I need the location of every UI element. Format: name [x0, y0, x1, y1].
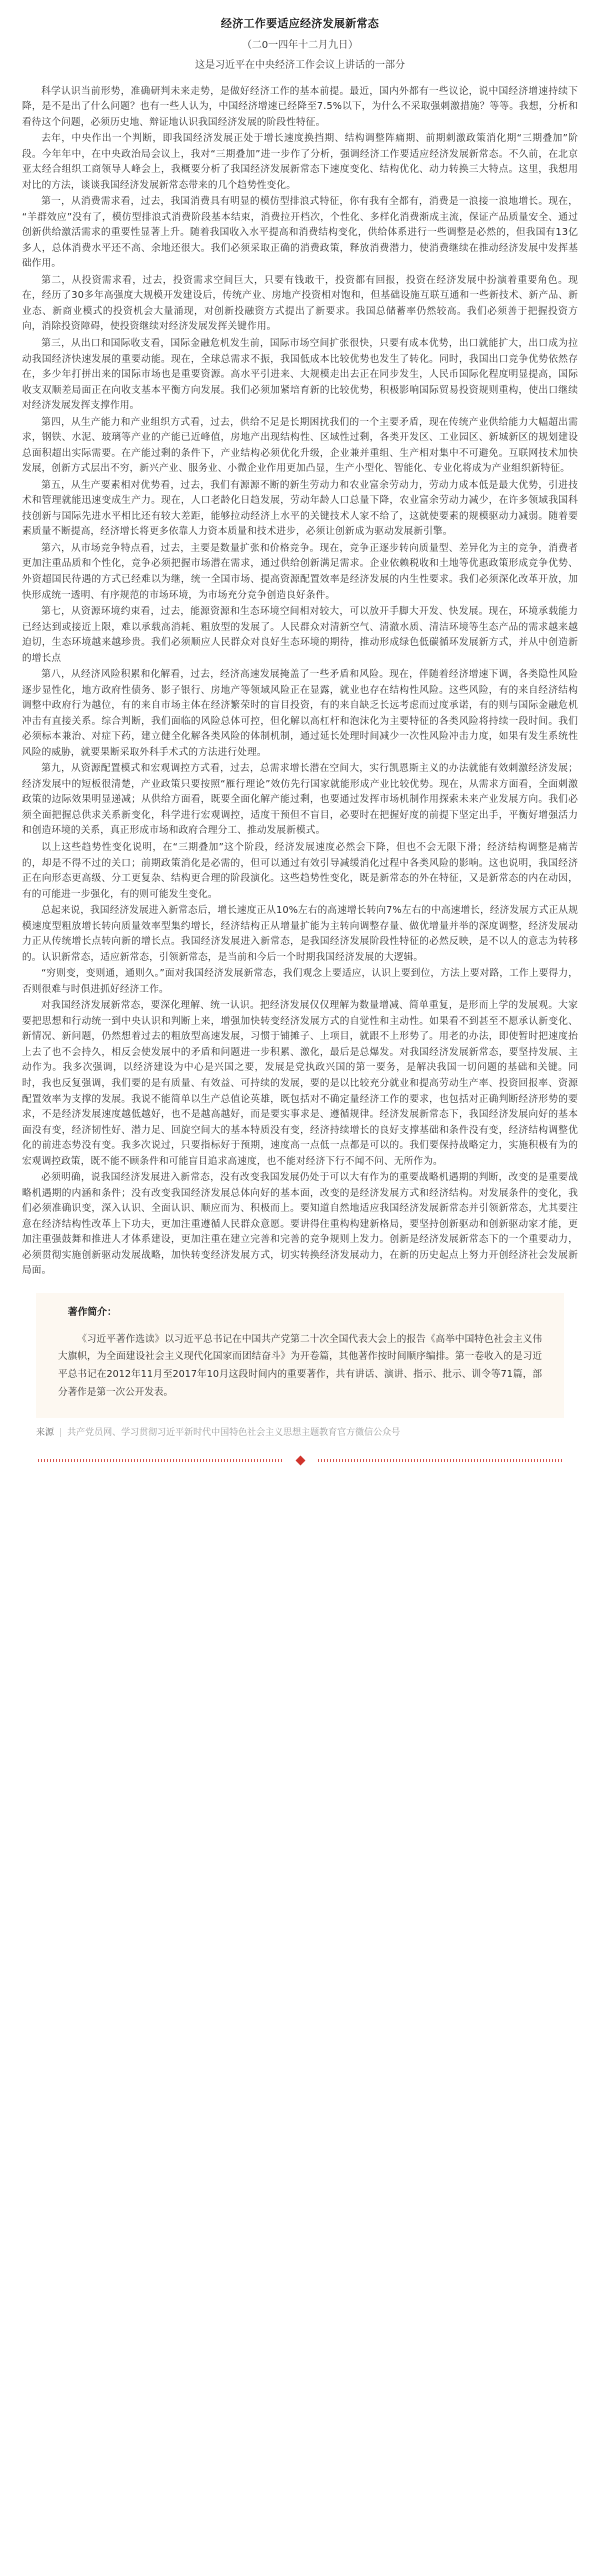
paragraph: 去年，中央作出一个判断，即我国经济发展正处于增长速度换挡期、结构调整阵痛期、前期刺激政策消化期“三期叠加”阶段。今年年中，在中央政治局会议上，我对“三期叠加”进一步作了分析，强调经济工作要适应经济发展新常态。不久前，在北京亚太经合组织工商领导人峰会上，我概要分析了我国经济发展新常态下速度变化、结构优化、动力转换三大特点。这里，我想用对比的方法，谈谈我国经济发展新常态带来的几个趋势性变化。: [22, 133, 578, 191]
paragraph: “穷则变，变则通，通则久。”面对我国经济发展新常态，我们观念上要适应，认识上要到位，方法上要对路，工作上要得力，否则很难与时俱进抓好经济工作。: [22, 968, 578, 995]
paragraph: 第四，从生产能力和产业组织方式看，过去，供给不足是长期困扰我们的一个主要矛盾，现在传统产业供给能力大幅超出需求，钢铁、水泥、玻璃等产业的产能已近峰值，房地产出现结构性、区域性过剩，各类开发区、工业园区、新城新区的规划建设总面积超出实际需要。在产能过剩的条件下，产业结构必须优化升级，企业兼并重组、生产相对集中不可避免。互联网技术加快发展，创新方式层出不穷，新兴产业、服务业、小微企业作用更加凸显，生产小型化、智能化、专业化将成为产业组织新特征。: [22, 416, 578, 475]
paragraph: 第六，从市场竞争特点看，过去，主要是数量扩张和价格竞争。现在，竞争正逐步转向质量型、差异化为主的竞争，消费者更加注重品质和个性化，竞争必须把握市场潜在需求，通过供给创新满足需求。企业依赖税收和土地等优惠政策形成竞争优势、外资超国民待遇的方式已经难以为继，统一全国市场、提高资源配置效率是经济发展的内生性要求。我们必须深化改革开放，加快形成统一透明、有序规范的市场环境，为市场充分竞争创造良好条件。: [22, 542, 578, 601]
book-introduction-box: [36, 1293, 564, 1418]
paragraph: 第一，从消费需求看，过去，我国消费具有明显的模仿型排浪式特征，你有我有全都有，消费是一浪接一浪地增长。现在，“羊群效应”没有了，模仿型排浪式消费阶段基本结束，消费拉开档次，个性化、多样化消费渐成主流，保证产品质量安全、通过创新供给激活需求的重要性显著上升。随着我国收入水平提高和消费结构变化，供给体系进行一些调整是必然的，但我国有13亿多人，总体消费水平还不高、余地还很大。我们必须采取正确的消费政策，释放消费潜力，使消费继续在推动经济发展中发挥基础作用。: [22, 196, 578, 270]
paragraph: 第七，从资源环境约束看，过去，能源资源和生态环境空间相对较大，可以放开手脚大开发、快发展。现在，环境承载能力已经达到或接近上限，难以承载高消耗、粗放型的发展了。人民群众对清新空气、清澈水质、清洁环境等生态产品的需求越来越迫切，生态环境越来越珍贵。我们必须顺应人民群众对良好生态环境的期待，推动形成绿色低碳循环发展新方式，并从中创造新的增长点: [22, 606, 578, 664]
paragraph: 第二，从投资需求看，过去，投资需求空间巨大，只要有钱敢干，投资都有回报，投资在经济发展中扮演着重要角色。现在，经历了30多年高强度大规模开发建设后，传统产业、房地产投资相对饱和，但基础设施互联互通和一些新技术、新产品、新业态、新商业模式的投资机会大量涌现，对创新投融资方式提出了新要求。我国总储蓄率仍然较高。我们必须善于把握投资方向，消除投资障碍，使投资继续对经济发展发挥关键作用。: [22, 274, 578, 333]
source-channels: 共产党员网、学习贯彻习近平新时代中国特色社会主义思想主题教育官方微信公众号: [67, 1427, 401, 1438]
publication-date: （二0一四年十二月九日）: [241, 39, 359, 51]
paragraph: 总起来说，我国经济发展进入新常态后，增长速度正从10%左右的高速增长转向7%左右的中高速增长，经济发展方式正从规模速度型粗放增长转向质量效率型集约增长，经济结构正从增量扩能为主转向调整存量、做优增量并举的深度调整，经济发展动力正从传统增长点转向新的增长点。我国经济发展进入新常态，是我国经济发展阶段性特征的必然反映，是不以人的意志为转移的。认识新常态，适应新常态，引领新常态，是当前和今后一个时期我国经济发展的大逻辑。: [22, 905, 578, 963]
divider-dotted-line-right: [318, 1459, 563, 1462]
paragraph: 第五，从生产要素相对优势看，过去，我们有源源不断的新生劳动力和农业富余劳动力，劳动力成本低是最大优势，引进技术和管理就能迅速变成生产力。现在，人口老龄化日趋发展，劳动年龄人口总量下降，农业富余劳动力减少，在许多领域我国科技创新与国际先进水平相比还有较大差距，能够拉动经济上水平的关键技术人家不给了，这就使要素的规模驱动力减弱。随着要素质量不断提高，经济增长将更多依靠人力资本质量和技术进步，必须让创新成为驱动发展新引擎。: [22, 479, 578, 538]
book-introduction-text: 《习近平著作选读》以习近平总书记在中国共产党第二十次全国代表大会上的报告《高举中国特色社会主义伟大旗帜，为全面建设社会主义现代化国家而团结奋斗》为开卷篇，其他著作按时间顺序编排。第一卷收入的是习近平总书记在2012年11月至2017年10月这段时间内的重要著作，共有讲话、演讲、指示、批示、训令等71篇，部分著作是第一次公开发表。: [58, 1333, 542, 1398]
divider-dotted-line-left: [38, 1459, 283, 1462]
paragraph: 第八，从经济风险积累和化解看，过去，经济高速发展掩盖了一些矛盾和风险。现在，伴随着经济增速下调，各类隐性风险逐步显性化，地方政府性债务、影子银行、房地产等领域风险正在显露，就业也存在结构性风险。这些风险，有的来自经济结构调整中政府行为越位，有的来自市场主体在经济繁荣时的盲目投资，有的来自缺乏长远考虑而过度承诺，有的则与国际金融危机冲击有直接关系。综合判断，我们面临的风险总体可控，但化解以高杠杆和泡沫化为主要特征的各类风险将持续一段时间。我们必须标本兼治、对症下药，建立健全化解各类风险的体制机制，通过延长处理时间减少一次性风险冲击力度，如果有发生系统性风险的威胁，就要果断采取外科手术式的方法进行处理。: [22, 669, 578, 758]
source-separator: |: [59, 1427, 63, 1438]
source-note: 这是习近平在中央经济工作会议上讲话的一部分: [195, 59, 405, 71]
paragraph: 必须明确，说我国经济发展进入新常态，没有改变我国发展仍处于可以大有作为的重要战略机遇期的判断，改变的是重要战略机遇期的内涵和条件；没有改变我国经济发展总体向好的基本面，改变的是经济发展方式和经济结构。对发展条件的变化，我们必须准确识变，深入认识、全面认识、顺应而为、积极而上。要知道自然地适应我国经济发展新常态并引领新常态，尤其要注意在经济结构性改革上下功夫，更加注重遵循人民群众意愿。要讲得住重构构建新格局，要坚持创新驱动和创新驱动家才能，更加注重强鼓舞和推进人才体系建设，更加注重在建立完善和完善的竞争规则上发力。创新是经济发展新常态下的一个重要动力，必须贯彻实施创新驱动发展战略，加快转变经济发展方式，切实转换经济发展动力，在新的历史起点上努力开创经济社会发展新局面。: [22, 1172, 578, 1277]
paragraph: 科学认识当前形势，准确研判未来走势，是做好经济工作的基本前提。最近，国内外都有一些议论，说中国经济增速持续下降，是不是出了什么问题？也有一些人认为，中国经济增速已经降至7.5%以下，为什么不采取强刺激措施？等等。我想，分析和看待这个问题，必须历史地、辩证地认识我国经济发展的阶段性特征。: [22, 85, 578, 128]
source-label: 来源: [36, 1427, 55, 1438]
book-introduction-title: 著作简介：: [67, 1306, 117, 1318]
footer-source: [36, 1426, 564, 1441]
diamond-icon: [295, 1455, 305, 1465]
paragraph: 第三，从出口和国际收支看，国际金融危机发生前，国际市场空间扩张很快，只要有成本优势，出口就能扩大，出口成为拉动我国经济快速发展的重要动能。现在，全球总需求不振，我国低成本比较优势也发生了转化。同时，我国出口竞争优势依然存在，多少年打拼出来的国际市场也是重要资源。高水平引进来、大规模走出去正在同步发生，人民币国际化程度明显提高，国际收支双顺差局面正在向收支基本平衡方向发展。我们必须加紧培育新的比较优势，积极影响国际贸易投资规则重构，使出口继续对经济发展发挥支撑作用。: [22, 338, 578, 412]
page-title: 经济工作要适应经济发展新常态: [220, 17, 380, 30]
decorative-divider: [22, 1457, 578, 1464]
paragraph: 第九，从资源配置模式和宏观调控方式看，过去，总需求增长潜在空间大，实行凯恩斯主义的办法就能有效刺激经济发展；经济发展中的短板很清楚，产业政策只要按照“雁行理论”效仿先行国家就能形成产业比较优势。现在，从需求方面看，全面刺激政策的边际效果明显递减；从供给方面看，既要全面化解产能过剩，也要通过发挥市场机制作用探索未来产业发展方向。我们必须全面把握总供求关系新变化，科学进行宏观调控，适度干预但不盲目，必要时在把握好度的前提下坚定出手，平衡好增强活力和创造环境的关系，真正形成市场和政府合理分工、推动发展新模式。: [22, 763, 578, 837]
paragraph: 对我国经济发展新常态，要深化理解、统一认识。把经济发展仅仅理解为数量增减、简单重复，是形而上学的发展观。大家要把思想和行动统一到中央认识和判断上来，增强加快转变经济发展方式的自觉性和主动性。如果看不到甚至不愿承认新变化、新情况、新问题，仍然想着过去的粗放型高速发展，习惯于铺摊子、上项目，就跟不上形势了。用老的办法，即使暂时把速度抬上去了也不会持久，相反会使发展中的矛盾和问题进一步积累、激化，最后是总爆发。对我国经济发展新常态，要坚持发展、主动作为。我多次强调，以经济建设为中心是兴国之要，发展是党执政兴国的第一要务，是解决我国一切问题的基础和关键。同时，我也反复强调，我们要的是有质量、有效益、可持续的发展，要的是以比较充分就业和提高劳动生产率、投资回报率、资源配置效率为支撑的发展。我说不能简单以生产总值论英雄，既包括对不确定量经济工作的要求，也包括对正确判断经济形势的要求，不是经济发展速度越低越好，也不是越高越好，而是要实事求是、遵循规律。经济发展新常态下，我国经济发展向好的基本面没有变，经济韧性好、潜力足、回旋空间大的基本特质没有变，经济持续增长的良好支撑基础和条件没有变，经济结构调整优化的前进态势没有变。我多次说过，只要指标好于预期，速度高一点低一点都是可以的。我们要保持战略定力，实施积极有为的宏观调控政策，既不能不顾条件和可能盲目追求高速度，也不能对经济下行不闻不问、无所作为。: [22, 1000, 578, 1167]
paragraph: 以上这些趋势性变化说明，在“三期叠加”这个阶段，经济发展速度必然会下降，但也不会无限下滑；经济结构调整是痛苦的，却是不得不过的关口；前期政策消化是必需的，但可以通过有效引导减缓消化过程中各类风险的影响。这也说明，我国经济正在向形态更高级、分工更复杂、结构更合理的阶段演化。这些趋势性变化，既是新常态的外在特征，又是新常态的内在动因，有的可能进一步强化，有的则可能发生变化。: [22, 842, 578, 900]
article-body: [22, 84, 578, 1279]
